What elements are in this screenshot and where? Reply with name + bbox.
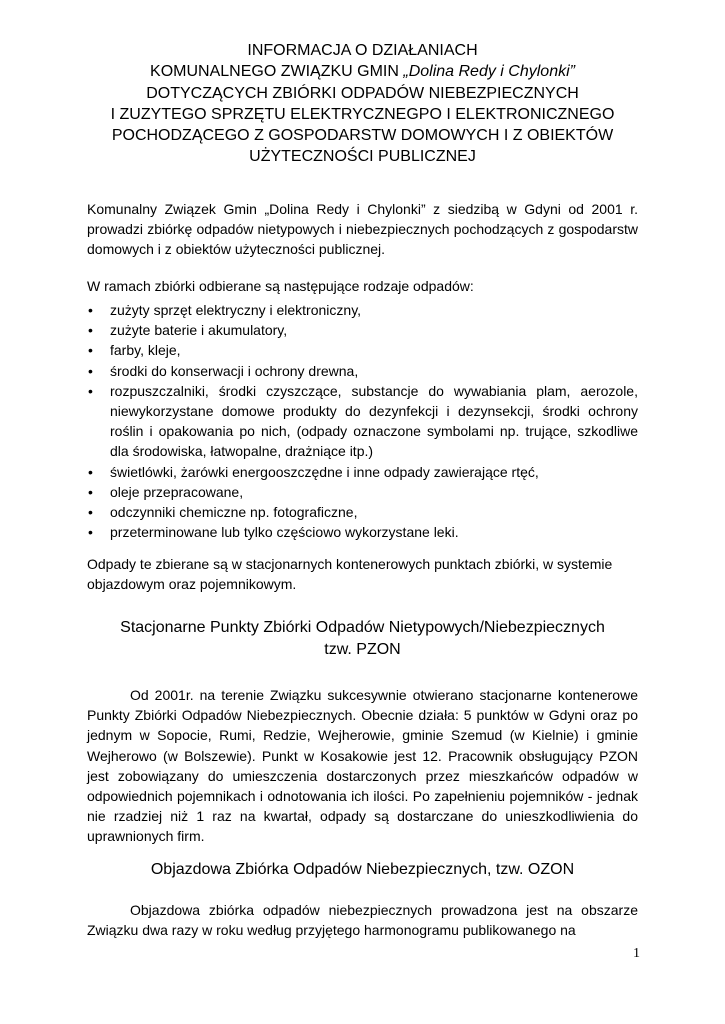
list-item-text: rozpuszczalniki, środki czyszczące, substancje do wywabiania plam, aerozole, niewykorzystane domowe produkty do dezynfekcji i dezynsekcji, środki ochrony roślin i opakowania po nich, (odpady oznaczone symbolami np. trujące, szkodliwe dla środowiska, łatwopalne, drażniące itp.): [110, 382, 638, 460]
bullet-icon: •: [88, 524, 93, 541]
list-item-text: zużyte baterie i akumulatory,: [110, 322, 288, 339]
list-item: [87, 522, 638, 542]
title-organization-name: „Dolina Redy i Chylonki”: [403, 63, 575, 81]
list-item: [87, 381, 638, 462]
title-line-2: [60, 61, 665, 82]
list-intro: W ramach zbiórki odbierane są następujące rodzaje odpadów:: [87, 278, 474, 294]
title-line-2-prefix: KOMUNALNEGO ZWIĄZKU GMIN: [150, 63, 404, 81]
list-item-text: odczynniki chemiczne np. fotograficzne,: [110, 504, 358, 521]
title-line-3: DOTYCZĄCYCH ZBIÓRKI ODPADÓW NIEBEZPIECZNYCH: [146, 84, 579, 102]
list-item: [87, 462, 638, 482]
bullet-icon: •: [88, 342, 93, 359]
pzon-heading-line-1: Stacjonarne Punkty Zbiórki Odpadów Nietypowych/Niebezpiecznych: [120, 619, 605, 636]
ozon-heading: Objazdowa Zbiórka Odpadów Niebezpiecznych, tzw. OZON: [150, 861, 575, 878]
title-line-1: INFORMACJA O DZIAŁANIACH: [247, 42, 478, 59]
ozon-paragraph: Objazdowa zbiórka odpadów niebezpiecznych prowadzona jest na obszarze Związku dwa razy w roku według przyjętego harmonogramu publikowanego na: [87, 902, 638, 939]
list-item: [87, 361, 638, 381]
bullet-icon: •: [88, 302, 93, 318]
pzon-paragraph: Od 2001r. na terenie Związku sukcesywnie otwierano stacjonarne kontenerowe Punkty Zbiórki Odpadów Niebezpiecznych. Obecnie działa: 5 punktów w Gdyni oraz po jednym w Sopocie, Rumi, Redzie, Wejherowie, gminie Szemud (w Kielnie) i gminie Wejherowo (w Bolszewie). Punkt w Kosakowie jest 12. Pracownik obsługujący PZON jest zobowiązany do umieszczenia dostarczonych przez mieszkańców odpadów w odpowiednich pojemnikach i odnotowania ich ilości. Po zapełnieniu pojemników - jednak nie rzadziej niż 1 raz na kwartał, odpady są dostarczane do unieszkodliwienia do uprawnionych firm.: [87, 687, 638, 845]
document-title: [60, 40, 665, 168]
list-item-text: przeterminowane lub tylko częściowo wykorzystane leki.: [110, 524, 459, 541]
collection-methods-paragraph: Odpady te zbierane są w stacjonarnych kontenerowych punktach zbiórki, w systemie objazdowym oraz pojemnikowym.: [87, 556, 613, 593]
bullet-icon: •: [88, 504, 93, 521]
list-item-text: oleje przepracowane,: [110, 483, 244, 500]
list-item: [87, 340, 638, 360]
bullet-icon: •: [88, 463, 93, 480]
title-line-5: POCHODZĄCEGO Z GOSPODARSTW DOMOWYCH I Z OBIEKTÓW: [111, 127, 614, 145]
bullet-icon: •: [88, 382, 93, 399]
page-number: 1: [633, 946, 640, 961]
list-item-text: świetlówki, żarówki energooszczędne i inne odpady zawierające rtęć,: [110, 463, 539, 480]
intro-paragraph: Komunalny Związek Gmin „Dolina Redy i Chylonki” z siedzibą w Gdyni od 2001 r. prowadzi zbiórkę odpadów nietypowych i niebezpiecznych pochodzących z gospodarstw domowych i z obiektów użyteczności publicznej.: [87, 201, 638, 258]
bullet-icon: •: [88, 362, 93, 379]
list-item-text: farby, kleje,: [110, 342, 181, 359]
list-item-text: zużyty sprzęt elektryczny i elektroniczny,: [110, 302, 362, 318]
pzon-heading-line-2: tzw. PZON: [324, 640, 401, 658]
waste-types-list: [87, 300, 638, 542]
list-item: [87, 502, 638, 522]
bullet-icon: •: [88, 483, 93, 500]
title-line-6: UŻYTECZNOŚCI PUBLICZNEJ: [249, 148, 476, 166]
pzon-heading: [60, 617, 665, 660]
title-line-4: I ZUZYTEGO SPRZĘTU ELEKTRYCZNEGPO I ELEKTRONICZNEGO: [110, 105, 615, 123]
bullet-icon: •: [88, 322, 93, 339]
list-item-text: środki do konserwacji i ochrony drewna,: [110, 362, 359, 379]
list-item: [87, 320, 638, 340]
list-item: [87, 300, 638, 320]
list-item: [87, 482, 638, 502]
